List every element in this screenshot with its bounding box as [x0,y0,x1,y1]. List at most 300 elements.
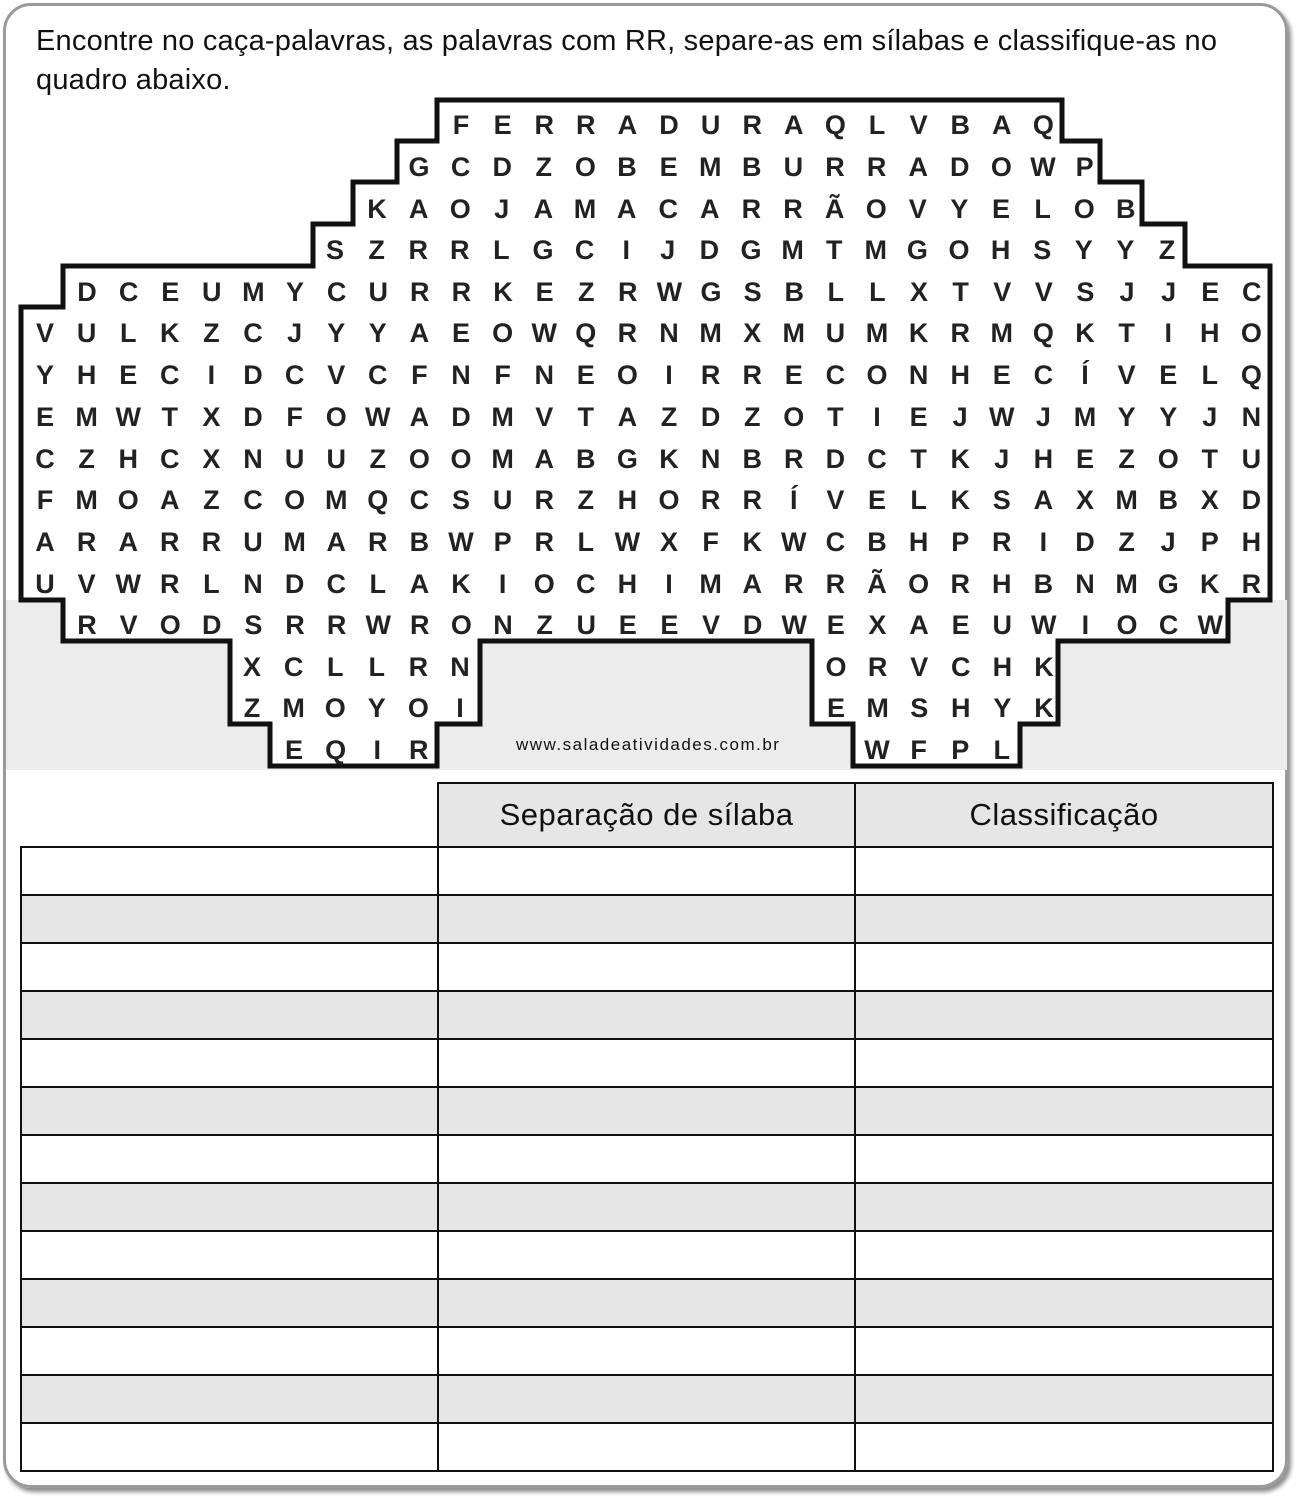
table-row [21,1183,1273,1231]
grid-letter: E [659,152,678,182]
grid-letter: U [825,318,846,348]
grid-letter: R [825,569,846,599]
grid-letter: J [952,402,968,432]
grid-letter: F [702,527,719,557]
grid-letter: L [369,569,387,599]
grid-letter: R [784,444,804,474]
grid-letter: C [243,318,263,348]
grid-letter: A [409,318,430,348]
grid-letter: U [368,277,388,307]
grid-letter: E [1201,277,1220,307]
grid-letter: Z [1158,235,1176,265]
grid-letter: R [534,110,554,140]
grid-letter: W [1030,152,1056,182]
classification-cell[interactable] [855,847,1273,895]
grid-letter: Z [535,152,553,182]
grid-letter: E [826,693,846,723]
word-cell[interactable] [21,847,438,895]
word-cell[interactable] [21,991,438,1039]
grid-letter: A [742,569,762,599]
grid-letter: P [1200,527,1219,557]
grid-letter: Z [369,444,387,474]
grid-letter: R [1241,569,1262,599]
grid-letter: O [1116,610,1138,640]
grid-letter: Y [993,693,1012,723]
grid-letter: S [1033,235,1052,265]
grid-letter: O [574,152,596,182]
grid-letter: Ã [824,194,845,224]
grid-letter: O [865,194,887,224]
grid-letter: I [1164,318,1172,348]
grid-letter: K [1034,652,1054,682]
grid-letter: I [498,569,507,599]
grid-letter: O [324,693,346,723]
grid-letter: M [75,485,98,515]
table-row [21,1423,1273,1471]
grid-letter: H [951,693,971,723]
grid-letter: E [826,610,845,640]
word-cell[interactable] [21,1375,438,1423]
grid-letter: V [535,402,554,432]
word-cell[interactable] [21,1039,438,1087]
grid-letter: O [1240,318,1262,348]
grid-letter: I [665,360,673,390]
grid-letter: M [75,402,98,432]
grid-letter: M [864,235,888,265]
grid-letter: O [492,318,514,348]
classification-cell[interactable] [855,991,1273,1039]
classification-cell[interactable] [855,1327,1273,1375]
grid-letter: G [408,152,430,182]
classification-cell[interactable] [855,895,1273,943]
syllables-cell[interactable] [438,847,855,895]
grid-letter: R [409,735,429,765]
grid-letter: O [825,652,847,682]
grid-letter: A [534,444,554,474]
grid-letter: R [410,277,430,307]
grid-letter: Z [577,277,595,307]
grid-letter: X [1075,485,1095,515]
grid-letter: X [242,652,262,682]
grid-letter: T [827,402,844,432]
grid-letter: C [118,277,139,307]
answer-table [20,782,1274,1472]
grid-letter: O [449,194,471,224]
instructions-text: Encontre no caça-palavras, as palavras com RR, separe-as em sílabas e classifique-as no quadro abaixo. [36,25,1218,96]
syllables-cell[interactable] [438,1327,855,1375]
grid-letter: O [866,360,888,390]
grid-letter: A [35,527,55,557]
grid-letter: B [1033,569,1054,599]
grid-letter: D [492,152,512,182]
word-cell[interactable] [21,943,438,991]
grid-letter: F [286,402,303,432]
grid-letter: W [656,277,683,307]
syllables-cell[interactable] [438,1231,855,1279]
grid-letter: A [617,110,638,140]
grid-letter: E [992,360,1011,390]
classification-cell[interactable] [855,1423,1273,1471]
grid-letter: L [869,277,886,307]
grid-letter: D [77,277,97,307]
grid-letter: R [741,194,762,224]
grid-letter: E [618,610,637,640]
grid-letter: K [451,569,471,599]
grid-letter: Í [790,485,798,515]
grid-letter: E [119,360,138,390]
grid-letter: X [1200,485,1219,515]
grid-letter: R [825,152,845,182]
grid-letter: H [617,569,638,599]
grid-letter: Z [743,402,761,432]
grid-letter: V [1034,277,1053,307]
grid-letter: D [451,402,471,432]
grid-letter: S [1076,277,1095,307]
grid-letter: K [160,318,180,348]
grid-letter: B [867,527,887,557]
grid-letter: L [368,652,386,682]
classification-cell[interactable] [855,1231,1273,1279]
grid-letter: R [408,235,428,265]
grid-letter: Z [660,402,678,432]
grid-letter: R [160,527,180,557]
grid-letter: R [950,569,970,599]
table-header-row [21,783,1273,847]
grid-letter: R [742,360,762,390]
grid-letter: C [576,569,596,599]
grid-letter: Z [203,485,220,515]
grid-letter: Q [1032,318,1054,348]
grid-letter: U [1241,444,1262,474]
grid-letter: P [951,735,970,765]
grid-letter: G [1157,569,1179,599]
grid-letter: A [408,194,429,224]
grid-letter: M [491,444,514,474]
grid-letter: I [622,235,630,265]
syllables-cell[interactable] [438,895,855,943]
grid-letter: E [493,110,512,140]
word-cell[interactable] [21,1327,438,1375]
grid-letter: J [1160,527,1176,557]
grid-letter: J [1202,402,1218,432]
grid-letter: L [326,652,344,682]
grid-letter: A [409,402,430,432]
syllables-cell[interactable] [438,1087,855,1135]
grid-letter: E [784,360,803,390]
grid-letter: C [825,360,846,390]
website-url: www.saladeatividades.com.br [516,735,781,754]
grid-letter: O [990,152,1012,182]
grid-letter: A [617,402,638,432]
word-cell[interactable] [21,1183,438,1231]
grid-letter: O [783,402,805,432]
grid-letter: U [202,277,222,307]
grid-letter: B [1116,194,1136,224]
grid-letter: N [534,360,554,390]
syllables-cell[interactable] [438,1039,855,1087]
grid-letter: L [827,277,845,307]
grid-letter: V [908,194,927,224]
grid-letter: B [950,110,970,140]
grid-letter: Y [35,360,55,390]
grid-letter: O [159,610,181,640]
grid-letter: Z [368,235,385,265]
grid-letter: V [35,318,55,348]
grid-letter: F [494,360,511,390]
word-cell[interactable] [21,895,438,943]
grid-letter: T [161,402,179,432]
grid-letter: C [35,444,55,474]
grid-letter: C [243,485,263,515]
grid-letter: W [365,610,391,640]
grid-letter: V [119,610,138,640]
grid-letter: L [493,235,510,265]
grid-letter: T [1201,444,1219,474]
word-cell[interactable] [21,1135,438,1183]
grid-letter: U [326,444,346,474]
word-cell[interactable] [21,1279,438,1327]
grid-letter: S [451,485,471,515]
grid-letter: U [700,110,721,140]
grid-letter: W [448,527,474,557]
grid-letter: R [450,235,470,265]
grid-letter: S [743,277,762,307]
grid-letter: M [866,693,889,723]
grid-letter: N [908,360,929,390]
grid-letter: O [450,444,472,474]
syllables-cell[interactable] [438,1423,855,1471]
grid-letter: V [77,569,96,599]
grid-letter: D [825,444,846,474]
grid-letter: R [867,652,888,682]
grid-letter: E [951,610,970,640]
grid-letter: T [825,235,843,265]
grid-letter: I [1081,610,1090,640]
grid-letter: E [576,360,595,390]
grid-letter: J [1035,402,1051,432]
grid-letter: M [1115,569,1138,599]
grid-letter: Y [950,194,969,224]
grid-letter: A [409,569,430,599]
grid-letter: O [616,360,638,390]
grid-letter: N [450,652,470,682]
table-row [21,1375,1273,1423]
grid-letter: U [243,527,263,557]
grid-letter: R [742,110,762,140]
grid-letter: L [910,485,927,515]
syllables-cell[interactable] [438,991,855,1039]
grid-letter: K [908,318,929,348]
grid-letter: K [950,444,970,474]
grid-letter: Z [577,485,595,515]
classification-cell[interactable] [855,1039,1273,1087]
grid-letter: E [660,610,679,640]
grid-letter: W [1197,610,1223,640]
grid-letter: E [867,485,887,515]
header-word [21,783,438,847]
grid-letter: I [373,735,381,765]
grid-letter: M [283,527,306,557]
grid-letter: X [868,610,887,640]
grid-letter: W [531,318,557,348]
grid-letter: E [991,194,1011,224]
grid-letter: C [326,277,347,307]
grid-letter: O [1073,194,1095,224]
grid-letter: W [1031,610,1057,640]
grid-letter: D [700,402,721,432]
grid-letter: A [326,527,346,557]
grid-letter: O [948,235,970,265]
grid-letter: C [1033,360,1054,390]
grid-letter: C [951,652,971,682]
table-row [21,1039,1273,1087]
grid-letter: N [243,569,263,599]
grid-letter: W [864,735,890,765]
grid-letter: Q [824,110,846,140]
grid-letter: N [493,610,513,640]
grid-letter: C [574,235,595,265]
grid-letter: M [990,318,1014,348]
grid-letter: H [908,527,929,557]
grid-letter: D [950,152,970,182]
grid-letter: A [118,527,138,557]
grid-letter: Y [367,693,386,723]
grid-letter: A [992,110,1012,140]
grid-letter: E [451,318,471,348]
word-cell[interactable] [21,1087,438,1135]
grid-letter: E [1075,444,1095,474]
grid-letter: Z [1118,444,1135,474]
grid-letter: O [407,693,429,723]
grid-letter: M [491,402,514,432]
grid-letter: U [992,610,1012,640]
grid-letter: R [950,318,970,348]
grid-letter: J [287,318,303,348]
syllables-cell[interactable] [438,1183,855,1231]
grid-letter: E [535,277,554,307]
word-cell[interactable] [21,1423,438,1471]
table-row [21,943,1273,991]
header-syllables: Separação de sílaba [438,783,855,847]
grid-letter: I [873,402,881,432]
grid-letter: L [119,318,137,348]
grid-letter: L [993,735,1011,765]
grid-letter: N [1075,569,1095,599]
grid-letter: F [411,360,428,390]
grid-letter: R [408,652,429,682]
grid-letter: W [614,527,641,557]
grid-letter: K [367,194,387,224]
grid-letter: R [368,527,388,557]
grid-letter: Y [327,318,346,348]
grid-letter: X [202,402,221,432]
classification-cell[interactable] [855,1375,1273,1423]
syllables-cell[interactable] [438,1375,855,1423]
grid-letter: H [1033,444,1054,474]
classification-cell[interactable] [855,1087,1273,1135]
grid-letter: Q [575,318,597,348]
classification-cell[interactable] [855,1135,1273,1183]
grid-letter: P [1075,152,1094,182]
grid-letter: P [493,527,512,557]
grid-letter: C [825,527,846,557]
grid-letter: E [1159,360,1178,390]
grid-letter: C [867,444,887,474]
grid-letter: C [284,360,305,390]
grid-letter: D [243,360,263,390]
grid-letter: D [699,235,720,265]
grid-letter: O [533,569,555,599]
grid-letter: G [616,444,638,474]
grid-letter: R [76,527,97,557]
grid-letter: F [910,735,927,765]
syllables-cell[interactable] [438,943,855,991]
grid-letter: N [700,444,721,474]
grid-letter: R [576,110,596,140]
grid-letter: R [201,527,222,557]
syllables-cell[interactable] [438,1279,855,1327]
grid-letter: B [617,152,637,182]
grid-letter: O [908,569,930,599]
grid-letter: E [284,735,304,765]
grid-letter: M [282,693,305,723]
grid-letter: T [952,277,969,307]
grid-letter: C [1242,277,1262,307]
classification-cell[interactable] [855,943,1273,991]
grid-letter: J [660,235,676,265]
grid-letter: M [699,569,722,599]
table-row [21,1087,1273,1135]
grid-letter: B [1158,485,1178,515]
grid-letter: Q [367,485,389,515]
grid-letter: X [909,277,929,307]
grid-letter: L [1201,360,1219,390]
grid-letter: Z [78,444,95,474]
grid-letter: S [244,610,263,640]
grid-letter: H [76,360,97,390]
grid-letter: M [781,235,804,265]
grid-letter: M [573,194,597,224]
grid-letter: G [740,235,762,265]
grid-letter: O [450,610,472,640]
grid-letter: J [1119,277,1135,307]
grid-letter: B [409,527,430,557]
grid-letter: Y [1117,402,1136,432]
grid-letter: U [284,444,305,474]
table-row [21,1231,1273,1279]
classification-cell[interactable] [855,1279,1273,1327]
grid-letter: V [910,652,929,682]
grid-letter: T [1118,318,1135,348]
syllables-cell[interactable] [438,1135,855,1183]
grid-letter: A [908,152,928,182]
grid-letter: R [534,485,554,515]
grid-letter: C [409,485,430,515]
grid-letter: W [365,402,391,432]
grid-letter: R [700,485,721,515]
classification-cell[interactable] [855,1183,1273,1231]
table-row [21,847,1273,895]
grid-letter: S [992,485,1011,515]
grid-letter: R [618,277,638,307]
grid-letter: A [1033,485,1054,515]
answer-rows [21,847,1273,1471]
word-cell[interactable] [21,1231,438,1279]
grid-letter: Q [1240,360,1262,390]
grid-letter: Z [203,318,220,348]
grid-letter: Y [368,318,387,348]
grid-letter: M [865,318,889,348]
